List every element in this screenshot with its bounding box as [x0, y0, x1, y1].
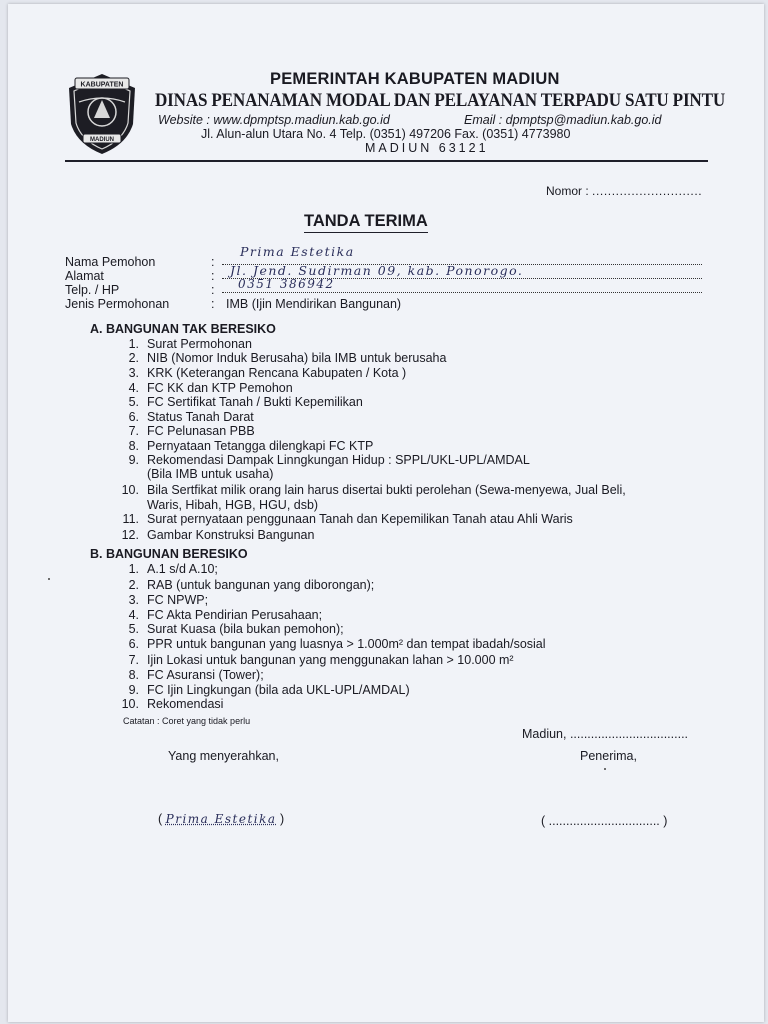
list-item: A.1 s/d A.10;	[147, 562, 218, 576]
list-item-number: 2.	[128, 351, 139, 365]
field-label-alamat: Alamat	[65, 269, 104, 283]
list-item: FC Sertifikat Tanah / Bukti Kepemilikan	[147, 395, 363, 409]
signature-left-name: Prima Estetika	[165, 812, 277, 826]
list-item-number: 8.	[128, 439, 139, 453]
list-item: Rekomendasi Dampak Linngkungan Hidup : SPPL/UKL-UPL/AMDAL	[147, 453, 530, 467]
list-item-number: 10.	[121, 697, 139, 711]
list-item: FC NPWP;	[147, 593, 209, 607]
email-text: Email : dpmptsp@madiun.kab.go.id	[464, 113, 662, 127]
field-colon: :	[211, 283, 215, 297]
list-item-number: 6.	[128, 410, 139, 424]
list-item-number: 8.	[128, 668, 139, 682]
list-item: Surat Kuasa (bila bukan pemohon);	[147, 622, 344, 636]
field-label-nama: Nama Pemohon	[65, 255, 156, 269]
section-a-title: A. BANGUNAN TAK BERESIKO	[90, 322, 276, 336]
regency-emblem-logo	[61, 72, 143, 156]
list-item-continuation: Waris, Hibah, HGB, HGU, dsb)	[147, 498, 319, 512]
list-item-number: 3.	[128, 366, 139, 380]
government-name: PEMERINTAH KABUPATEN MADIUN	[270, 70, 560, 88]
field-colon: :	[211, 269, 215, 283]
list-item-number: 3.	[128, 593, 139, 607]
list-item-number: 9.	[128, 453, 139, 467]
office-city: MADIUN 63121	[365, 141, 489, 155]
office-address: Jl. Alun-alun Utara No. 4 Telp. (0351) 497206 Fax. (0351) 4773980	[201, 127, 571, 141]
list-item-number: 10.	[121, 483, 139, 497]
list-item: KRK (Keterangan Rencana Kabupaten / Kota )	[147, 366, 407, 380]
list-item-number: 4.	[128, 381, 139, 395]
place-date-line: Madiun, ..................................	[522, 727, 689, 741]
list-item-number: 5.	[128, 622, 139, 636]
scan-speck	[48, 578, 50, 580]
logo-top-text: KABUPATEN	[80, 81, 124, 89]
document-page	[8, 4, 764, 1022]
list-item-number: 2.	[128, 578, 139, 592]
list-item-number: 7.	[128, 424, 139, 438]
list-item: Bila Sertfikat milik orang lain harus disertai bukti perolehan (Sewa-menyewa, Jual Beli,	[147, 483, 626, 497]
scan-speck	[604, 768, 606, 770]
list-item: FC Akta Pendirian Perusahaan;	[147, 608, 323, 622]
list-item: NIB (Nomor Induk Berusaha) bila IMB untuk berusaha	[147, 351, 447, 365]
field-dotted-line	[222, 292, 702, 293]
list-item: FC Asuransi (Tower);	[147, 668, 264, 682]
field-value-telp: 0351 386942	[238, 277, 335, 291]
list-item: Pernyataan Tetangga dilengkapi FC KTP	[147, 439, 374, 453]
list-item: PPR untuk bangunan yang luasnya > 1.000m² dan tempat ibadah/sosial	[147, 637, 546, 651]
list-item: RAB (untuk bangunan yang diborongan);	[147, 578, 375, 592]
field-value-jenis: IMB (Ijin Mendirikan Bangunan)	[226, 297, 402, 311]
field-value-nama: Prima Estetika	[240, 244, 355, 259]
field-value-alamat: Jl. Jend. Sudirman 09, kab. Ponorogo.	[230, 263, 524, 278]
list-item-number: 6.	[128, 637, 139, 651]
document-title: TANDA TERIMA	[304, 212, 428, 233]
list-item: FC Pelunasan PBB	[147, 424, 255, 438]
nomor-line	[546, 184, 702, 198]
list-item-number: 9.	[128, 683, 139, 697]
field-label-jenis: Jenis Permohonan	[65, 297, 170, 311]
list-item: Status Tanah Darat	[147, 410, 254, 424]
list-item: Surat Permohonan	[147, 337, 252, 351]
signature-left-open: (	[158, 812, 166, 826]
field-colon: :	[211, 297, 215, 311]
list-item: FC Ijin Lingkungan (bila ada UKL-UPL/AMDAL)	[147, 683, 410, 697]
list-item-number: 5.	[128, 395, 139, 409]
list-item: Rekomendasi	[147, 697, 224, 711]
header-divider	[65, 160, 708, 162]
yang-menyerahkan-label: Yang menyerahkan,	[168, 749, 279, 763]
list-item: Ijin Lokasi untuk bangunan yang menggunakan lahan > 10.000 m²	[147, 653, 514, 667]
nomor-dots: ............................	[592, 184, 703, 198]
nomor-label: Nomor :	[546, 184, 589, 198]
penerima-label: Penerima,	[580, 749, 637, 763]
signature-right: ( ................................ )	[541, 814, 668, 828]
list-item-number: 1.	[128, 562, 139, 576]
field-label-telp: Telp. / HP	[65, 283, 120, 297]
list-item-number: 4.	[128, 608, 139, 622]
list-item-number: 7.	[128, 653, 139, 667]
list-item: Gambar Konstruksi Bangunan	[147, 528, 315, 542]
field-colon: :	[211, 255, 215, 269]
signature-left	[158, 812, 284, 826]
list-item-number: 12.	[121, 528, 139, 542]
list-item-number: 1.	[128, 337, 139, 351]
list-item-continuation: (Bila IMB untuk usaha)	[147, 467, 274, 481]
catatan-note: Catatan : Coret yang tidak perlu	[123, 716, 251, 726]
list-item-number: 11.	[122, 512, 139, 526]
signature-left-close: )	[276, 812, 285, 826]
office-name: DINAS PENANAMAN MODAL DAN PELAYANAN TERPADU SATU PINTU	[155, 90, 725, 111]
section-b-title: B. BANGUNAN BERESIKO	[90, 547, 248, 561]
website-text: Website : www.dpmptsp.madiun.kab.go.id	[158, 113, 390, 127]
logo-bottom-text: MADIUN	[90, 137, 114, 143]
list-item: FC KK dan KTP Pemohon	[147, 381, 293, 395]
contact-web-line	[158, 113, 662, 127]
list-item: Surat pernyataan penggunaan Tanah dan Kepemilikan Tanah atau Ahli Waris	[147, 512, 573, 526]
